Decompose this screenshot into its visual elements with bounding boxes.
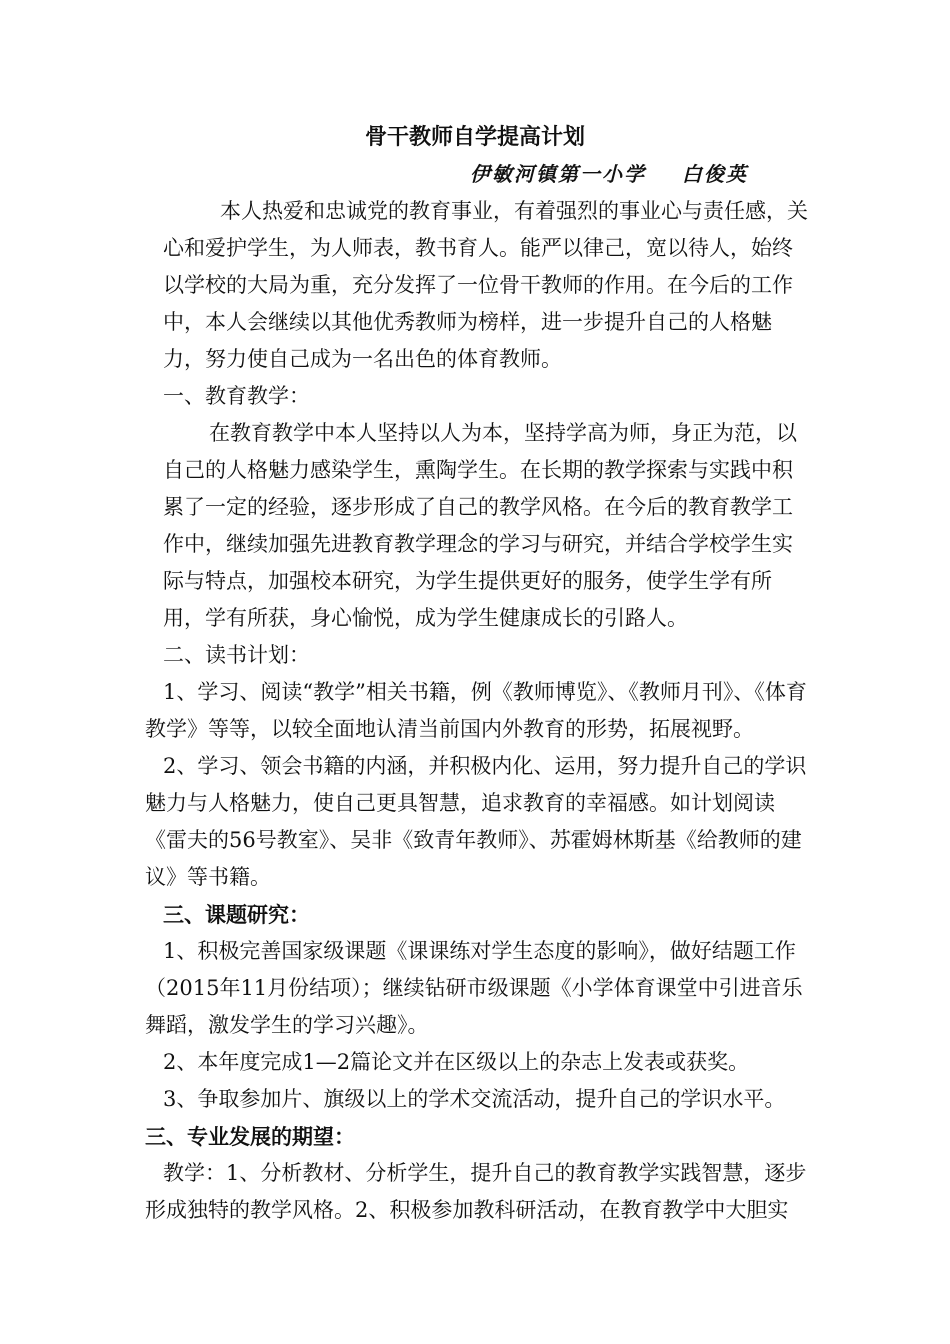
teaching-paragraph: 在教育教学中本人坚持以人为本，坚持学高为师，身正为范，以自己的人格魅力感染学生，熏陶学生。在长期的教学探索与实践中积累了一定的经验，逐步形成了自己的教学风格。在今后的教育教学工作中，继续加强先进教育教学理念的学习与研究，并结合学校学生实际与特点，加强校本研究，为学生提供更好的服务，使学生学有所用，学有所获，身心愉悦，成为学生健康成长的引路人。 — [163, 421, 797, 630]
reading-item-1: 1、学习、阅读“教学”相关书籍，例《教师博览》、《教师月刊》、《体育教学》等等，以较全面地认清当前国内外教育的形势，拓展视野。 — [145, 680, 807, 741]
document-title: 骨干教师自学提高计划 — [364, 124, 585, 150]
section-heading-development: 三、专业发展的期望： — [145, 1124, 355, 1149]
research-item-1: 1、积极完善国家级课题《课课练对学生态度的影响》，做好结题工作（2015年11月份结项）；继续钻研市级课题《小学体育课堂中引进音乐舞蹈，激发学生的学习兴趣》。 — [145, 939, 803, 1037]
research-item-2: 2、本年度完成1—2篇论文并在区级以上的杂志上发表或获奖。 — [163, 1050, 750, 1074]
intro-paragraph: 本人热爱和忠诚党的教育事业，有着强烈的事业心与责任感，关心和爱护学生，为人师表，教书育人。能严以律己，宽以待人，始终以学校的大局为重，充分发挥了一位骨干教师的作用。在今后的工作中，本人会继续以其他优秀教师为榜样，进一步提升自己的人格魅力，努力使自己成为一名出色的体育教师。 — [163, 199, 808, 371]
section-heading-teaching: 一、教育教学： — [163, 384, 310, 408]
reading-item-2: 2、学习、领会书籍的内涵，并积极内化、运用，努力提升自己的学识魅力与人格魅力，使自己更具智慧，追求教育的幸福感。如计划阅读《雷夫的56号教室》、吴非《致青年教师》、苏霍姆林斯基《给教师的建议》等书籍。 — [145, 754, 807, 889]
section-heading-research: 三、课题研究： — [163, 902, 310, 927]
research-item-3: 3、争取参加片、旗级以上的学术交流活动，提升自己的学识水平。 — [163, 1087, 786, 1111]
development-paragraph: 教学：1、分析教材、分析学生，提升自己的教育教学实践智慧，逐步形成独特的教学风格。2、积极参加教科研活动，在教育教学中大胆实 — [145, 1161, 807, 1222]
author-line: 伊敏河镇第一小学 白俊英 — [470, 162, 748, 186]
section-heading-reading: 二、读书计划： — [163, 643, 310, 667]
